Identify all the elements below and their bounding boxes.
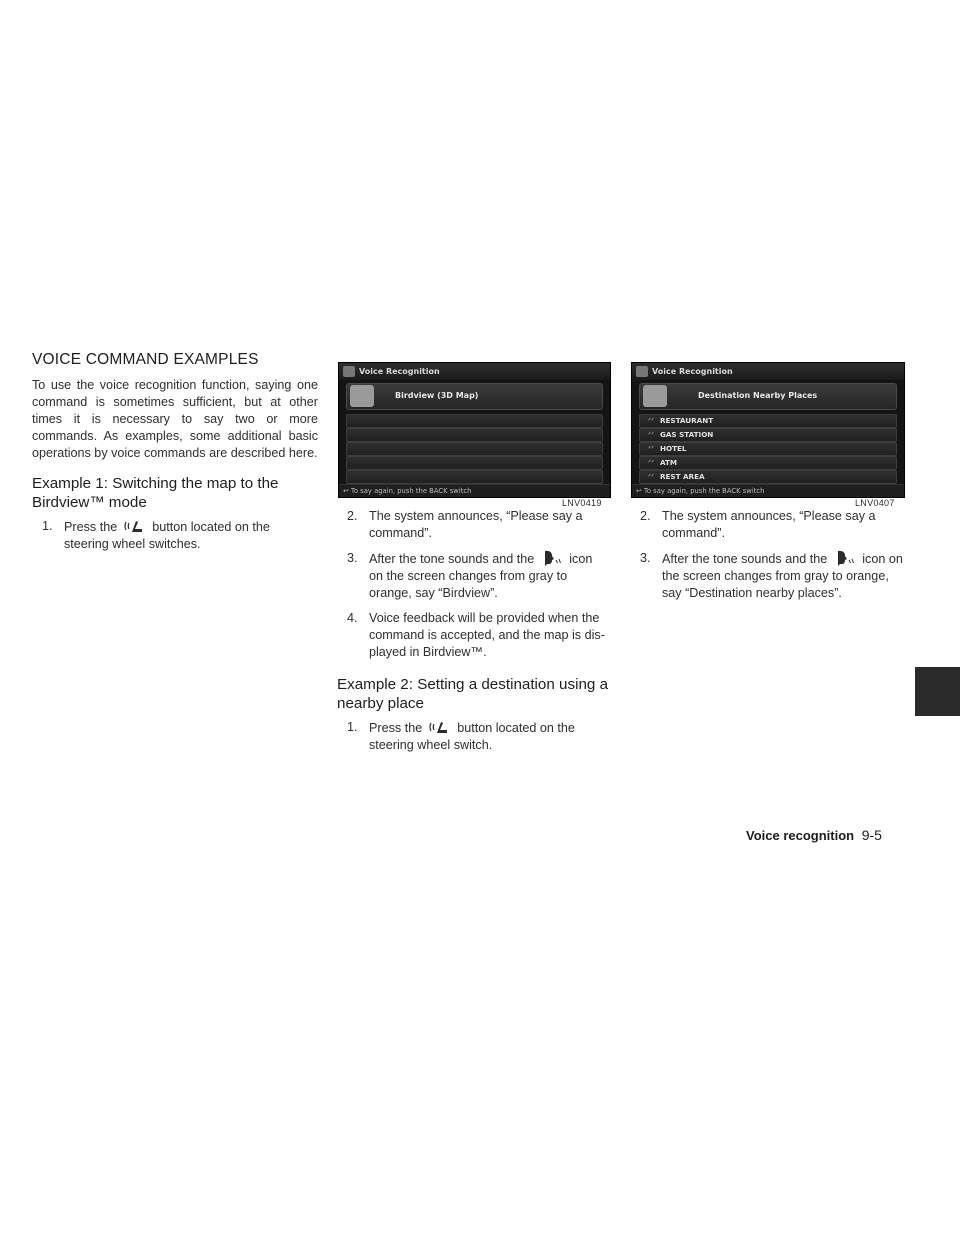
page-footer — [746, 827, 882, 843]
example1-heading: Example 1: Switching the map to the Birdview™ mode — [32, 475, 279, 511]
figure-caption: LNV0407 — [855, 498, 895, 508]
column-right — [630, 508, 903, 610]
column-middle — [337, 508, 609, 762]
command-header: Birdview (3D Map) — [346, 383, 603, 410]
speaking-face-icon — [350, 385, 374, 407]
voice-recognition-status-icon — [833, 550, 857, 566]
intro-paragraph: To use the voice recognition function, saying one command is sometimes sufficient, but at other times it is necessary to say two or more commands. As examples, some additional basic operations by voice commands are described here. — [32, 378, 318, 460]
list-item: ᐟᐟ ATM — [639, 456, 897, 470]
talk-switch-icon — [123, 518, 147, 534]
back-arrow-icon: ↩ — [343, 487, 351, 495]
list-item: ᐟᐟ HOTEL — [639, 442, 897, 456]
empty-row — [346, 470, 603, 484]
back-arrow-icon: ↩ — [636, 487, 644, 495]
screenshot-nearby-places — [631, 362, 905, 498]
example2-step-3: 3. After the tone sounds and the icon on the screen changes from gray to orange, say “Destination nearby places”. — [640, 551, 903, 600]
example1-step-3: 3. After the tone sounds and the icon on the screen changes from gray to orange, say “Birdview”. — [347, 551, 593, 600]
voice-command-icon: ᐟᐟ — [648, 445, 654, 453]
figure-caption: LNV0419 — [562, 498, 602, 508]
column-left — [32, 351, 318, 561]
screenshot-birdview — [338, 362, 611, 498]
command-header: Destination Nearby Places — [639, 383, 897, 410]
list-item: ᐟᐟ RESTAURANT — [639, 414, 897, 428]
voice-command-icon: ᐟᐟ — [648, 431, 654, 439]
example1-step-2: 2. The system announces, “Please say a command”. — [347, 509, 583, 540]
voice-recognition-icon — [636, 366, 648, 377]
speaking-face-icon — [643, 385, 667, 407]
list-item: ᐟᐟ REST AREA — [639, 470, 897, 484]
page-number: 9-5 — [861, 827, 882, 843]
talk-switch-icon — [428, 719, 452, 735]
screen-titlebar: Voice Recognition — [339, 363, 610, 380]
example2-step-1: 1. Press the button located on the steering wheel switch. — [347, 720, 575, 752]
example1-step-4: 4. Voice feedback will be provided when the command is accepted, and the map is dis- played in Birdview™. — [347, 611, 605, 659]
screen-footer: ↩ To say again, push the BACK switch — [339, 484, 611, 497]
empty-row — [346, 428, 603, 442]
voice-recognition-icon — [343, 366, 355, 377]
screen-titlebar: Voice Recognition — [632, 363, 904, 380]
footer-section: Voice recognition — [746, 828, 855, 843]
empty-row — [346, 442, 603, 456]
voice-command-icon: ᐟᐟ — [648, 473, 654, 481]
voice-command-icon: ᐟᐟ — [648, 417, 654, 425]
voice-command-icon: ᐟᐟ — [648, 459, 654, 467]
example1-step-1: 1. Press the button located on the steering wheel switches. — [42, 519, 270, 551]
example2-step-2: 2. The system announces, “Please say a command”. — [640, 509, 876, 540]
screen-footer: ↩ To say again, push the BACK switch — [632, 484, 905, 497]
empty-row — [346, 414, 603, 428]
list-item: ᐟᐟ GAS STATION — [639, 428, 897, 442]
chapter-tab — [915, 667, 960, 716]
voice-recognition-status-icon — [540, 550, 564, 566]
example2-heading: Example 2: Setting a destination using a nearby place — [337, 676, 609, 712]
empty-row — [346, 456, 603, 470]
section-title: VOICE COMMAND EXAMPLES — [32, 351, 259, 368]
